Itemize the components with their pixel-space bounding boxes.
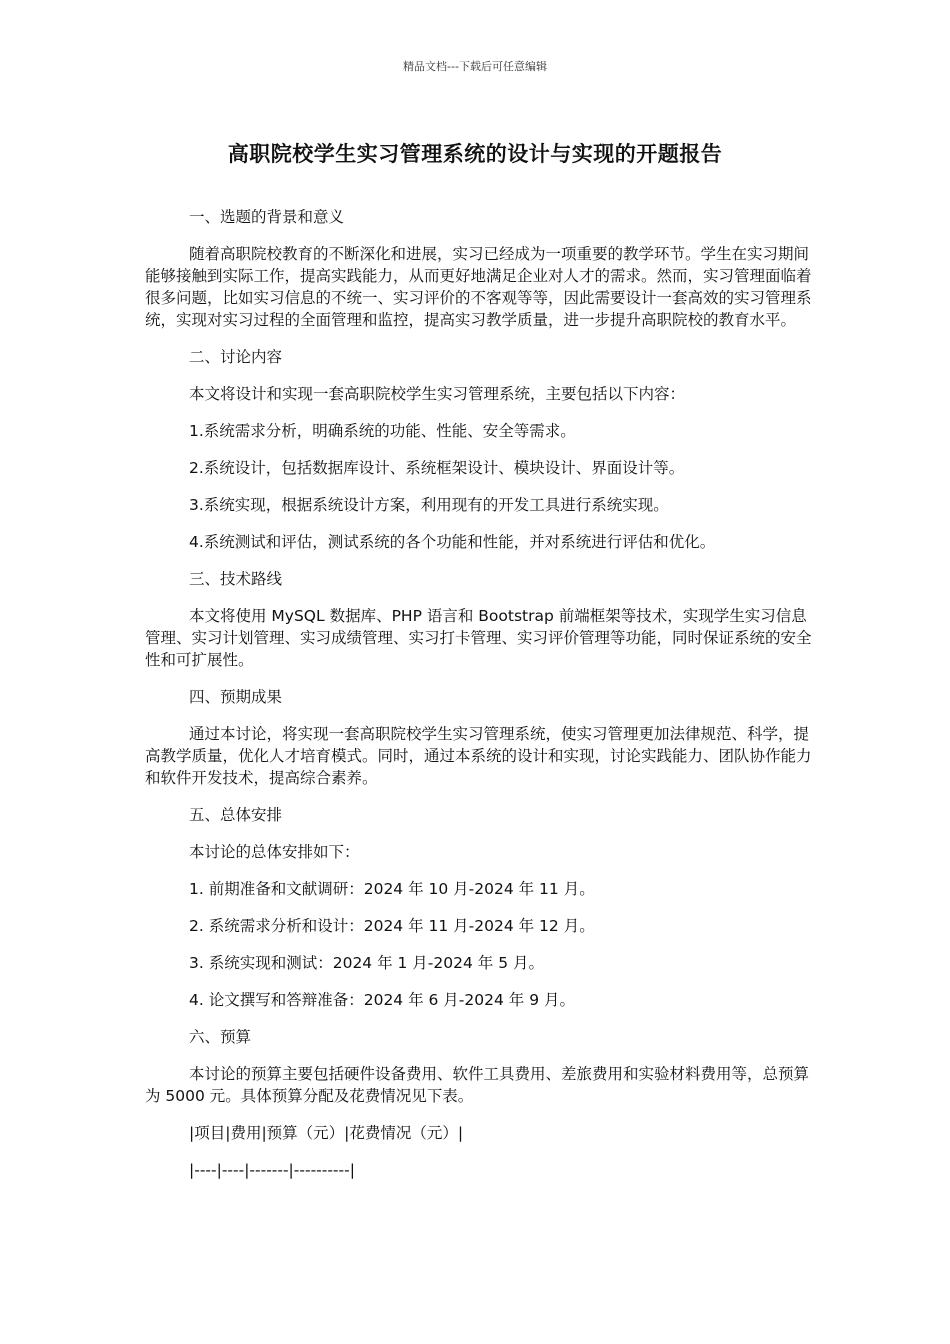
document-body	[145, 206, 817, 1196]
section-heading-schedule: 五、总体安排	[189, 806, 283, 824]
list-item-schedule-1: 1. 前期准备和文献调研：2024 年 10 月-2024 年 11 月。	[189, 880, 595, 898]
paragraph-schedule-intro: 本讨论的总体安排如下：	[189, 843, 360, 861]
paragraph-content-intro: 本文将设计和实现一套高职院校学生实习管理系统，主要包括以下内容：	[189, 385, 686, 403]
table-separator-row: |----|----|-------|----------|	[189, 1161, 355, 1179]
section-heading-tech: 三、技术路线	[189, 570, 283, 588]
paragraph-tech: 本文将使用 MySQL 数据库、PHP 语言和 Bootstrap 前端框架等技术，实现学生实习信息管理、实习计划管理、实习成绩管理、实习打卡管理、实习评价管理等功能，同时保证系统的安全性和可扩展性。	[145, 607, 812, 669]
list-item-content-1: 1.系统需求分析，明确系统的功能、性能、安全等需求。	[189, 422, 576, 440]
table-header-row: |项目|费用|预算（元）|花费情况（元）|	[189, 1124, 464, 1142]
section-heading-outcomes: 四、预期成果	[189, 688, 283, 706]
page-header: 精品文档---下载后可任意编辑	[403, 60, 547, 73]
section-heading-content: 二、讨论内容	[189, 348, 283, 366]
list-item-content-2: 2.系统设计，包括数据库设计、系统框架设计、模块设计、界面设计等。	[189, 459, 685, 477]
list-item-schedule-4: 4. 论文撰写和答辩准备：2024 年 6 月-2024 年 9 月。	[189, 991, 575, 1009]
list-item-schedule-2: 2. 系统需求分析和设计：2024 年 11 月-2024 年 12 月。	[189, 917, 595, 935]
list-item-schedule-3: 3. 系统实现和测试：2024 年 1 月-2024 年 5 月。	[189, 954, 544, 972]
document-title: 高职院校学生实习管理系统的设计与实现的开题报告	[227, 142, 723, 166]
section-heading-budget: 六、预算	[189, 1028, 252, 1046]
paragraph-background: 随着高职院校教育的不断深化和进展，实习已经成为一项重要的教学环节。学生在实习期间能够接触到实际工作，提高实践能力，从而更好地满足企业对人才的需求。然而，实习管理面临着很多问题，比如实习信息的不统一、实习评价的不客观等等，因此需要设计一套高效的实习管理系统，实现对实习过程的全面管理和监控，提高实习教学质量，进一步提升高职院校的教育水平。	[145, 245, 812, 329]
paragraph-outcomes: 通过本讨论，将实现一套高职院校学生实习管理系统，使实习管理更加法律规范、科学，提高教学质量，优化人才培育模式。同时，通过本系统的设计和实现，讨论实践能力、团队协作能力和软件开发技术，提高综合素养。	[145, 725, 812, 787]
paragraph-budget: 本讨论的预算主要包括硬件设备费用、软件工具费用、差旅费用和实验材料费用等，总预算为 5000 元。具体预算分配及花费情况见下表。	[145, 1065, 810, 1105]
list-item-content-4: 4.系统测试和评估，测试系统的各个功能和性能，并对系统进行评估和优化。	[189, 533, 716, 551]
list-item-content-3: 3.系统实现，根据系统设计方案，利用现有的开发工具进行系统实现。	[189, 496, 669, 514]
section-heading-background: 一、选题的背景和意义	[189, 208, 345, 226]
